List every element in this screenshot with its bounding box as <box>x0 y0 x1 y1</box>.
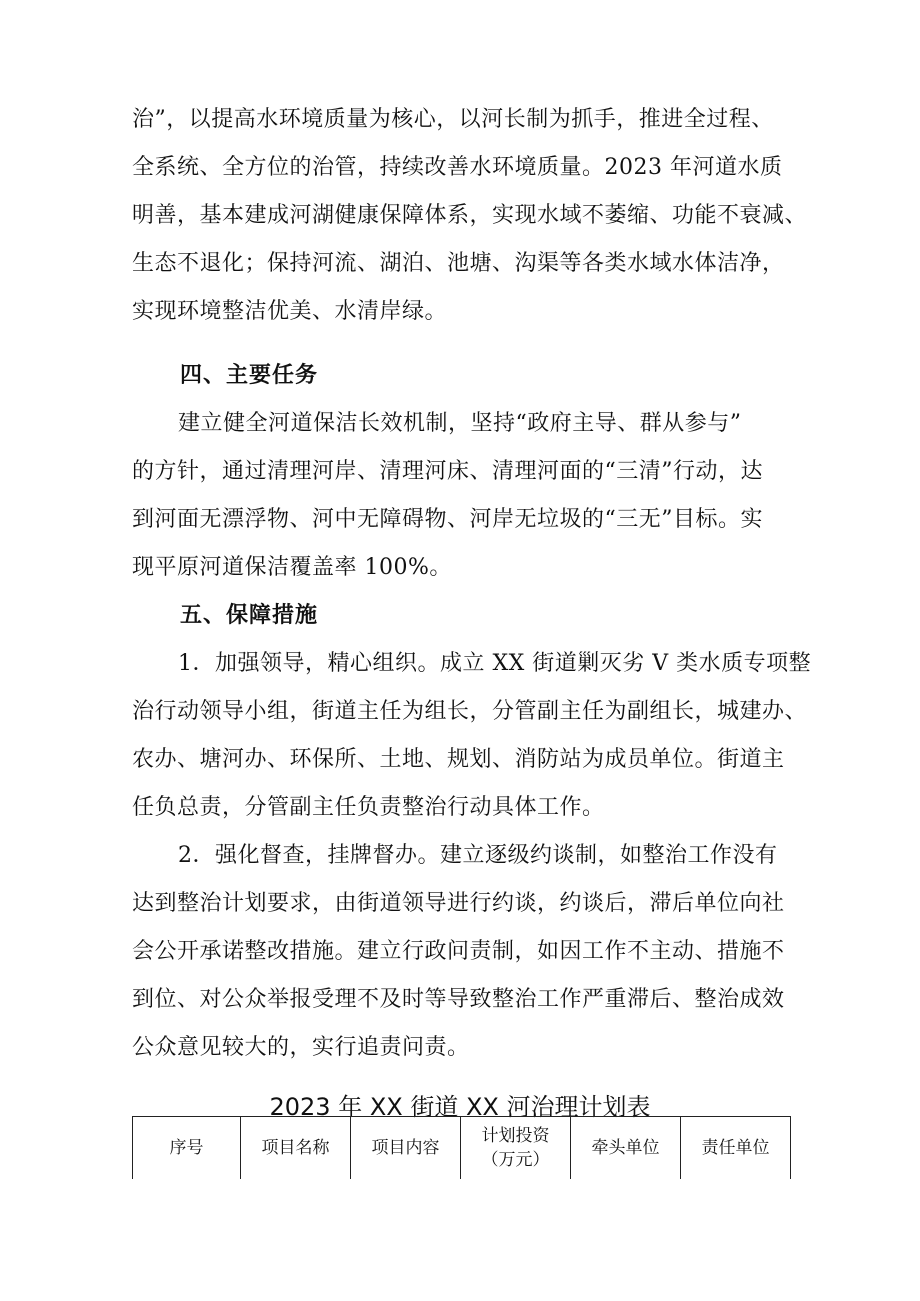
text-line: 治”，以提高水环境质量为核心，以河长制为抓手，推进全过程、 <box>132 107 774 132</box>
text-line: 1．加强领导，精心组织。成立 XX 街道剿灭劣 V 类水质专项整 <box>178 651 812 676</box>
header-planned-investment <box>461 1117 571 1180</box>
text-line: 明善，基本建成河湖健康保障体系，实现水域不萎缩、功能不衰减、 <box>132 203 808 228</box>
text-line: 任负总责，分管副主任负责整治行动具体工作。 <box>132 795 605 820</box>
paragraph-goals <box>132 96 832 336</box>
text-line: 的方针，通过清理河岸、清理河床、清理河面的“三清”行动，达 <box>132 459 763 484</box>
text-line: 会公开承诺整改措施。建立行政问责制，如因工作不主动、措施不 <box>132 939 785 964</box>
header-project-content: 项目内容 <box>351 1117 461 1180</box>
text-line: 到位、对公众举报受理不及时等导致整治工作严重滞后、整治成效 <box>132 987 785 1012</box>
table-header-row <box>133 1117 791 1180</box>
text-line: 达到整治计划要求，由街道领导进行约谈，约谈后，滞后单位向社 <box>132 891 785 916</box>
text-line: 到河面无漂浮物、河中无障碍物、河岸无垃圾的“三无”目标。实 <box>132 507 763 532</box>
text-line: 全系统、全方位的治管，持续改善水环境质量。2023 年河道水质 <box>132 155 783 180</box>
text-line: 农办、塘河办、环保所、土地、规划、消防站为成员单位。街道主 <box>132 747 785 772</box>
header-investment-unit: （万元） <box>481 1150 550 1170</box>
header-serial-number: 序号 <box>133 1117 241 1180</box>
header-project-name: 项目名称 <box>241 1117 351 1180</box>
section-heading-main-tasks: 四、主要任务 <box>180 363 319 388</box>
text-line: 建立健全河道保洁长效机制，坚持“政府主导、群从参与” <box>178 411 742 436</box>
text-line: 现平原河道保洁覆盖率 100%。 <box>132 555 452 580</box>
plan-table <box>132 1116 791 1179</box>
table-title: 2023 年 XX 街道 XX 河治理计划表 <box>269 1093 651 1121</box>
text-line: 2．强化督查，挂牌督办。建立逐级约谈制，如整治工作没有 <box>178 843 778 868</box>
paragraph-measure-2 <box>132 832 832 1072</box>
header-investment-label: 计划投资 <box>481 1126 550 1146</box>
paragraph-measure-1 <box>132 640 832 832</box>
text-line: 治行动领导小组，街道主任为组长，分管副主任为副组长，城建办、 <box>132 699 808 724</box>
header-lead-unit: 牵头单位 <box>571 1117 681 1180</box>
header-responsible-unit: 责任单位 <box>681 1117 791 1180</box>
text-line: 公众意见较大的，实行追责问责。 <box>132 1035 470 1060</box>
text-line: 实现环境整洁优美、水清岸绿。 <box>132 299 448 324</box>
section-heading-safeguards: 五、保障措施 <box>180 603 319 628</box>
paragraph-main-tasks <box>132 400 832 592</box>
text-line: 生态不退化；保持河流、湖泊、池塘、沟渠等各类水域水体洁净， <box>132 251 785 276</box>
